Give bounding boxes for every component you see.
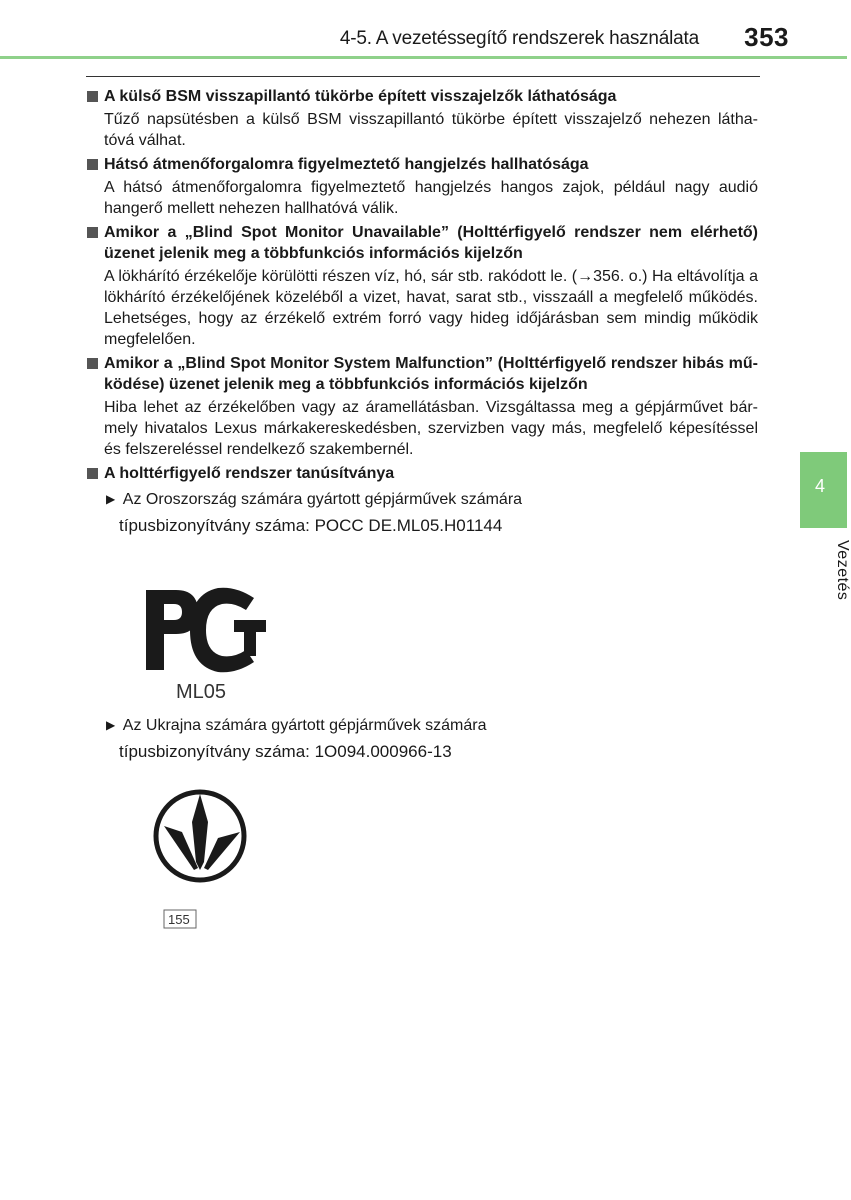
section-certificate	[86, 463, 758, 942]
bullet-square-icon	[87, 91, 98, 102]
bullet-square-icon	[87, 468, 98, 479]
section-body: Hiba lehet az érzékelőben vagy az áramellátásban. Vizsgáltassa meg a gépjárművet bár-mely hivatalos Lexus márkakereskedésben, szervizben vagy más, megfelelő képesítéssel és felszereléssel rendelkező szakembernél.	[104, 399, 758, 458]
ukraine-logo-caption: 155	[168, 912, 190, 927]
chapter-title: 4-5. A vezetéssegítő rendszerek használata	[339, 28, 699, 49]
triangle-right-icon: ▶	[106, 492, 116, 506]
pct-certification-logo	[136, 570, 758, 710]
section-heading: A külső BSM visszapillantó tükörbe épített visszajelzők láthatósága	[86, 86, 758, 107]
cert-russia-line1: Az Oroszország számára gyártott gépjárművek számára	[122, 491, 523, 508]
certificate-russia	[86, 489, 758, 710]
section-body: A lökhárító érzékelője körülötti részen víz, hó, sár stb. rakódott le. (→356. o.) Ha eltávolítja a lökhárító érzékelőjének közeléből a vizet, havat, sarat stb., visszaáll a megfelelő működés. Lehetséges, hogy az érzékelő extrém forró vagy hideg időjárásban sem mindig működik megfelelően.	[104, 268, 758, 348]
triangle-right-icon: ▶	[106, 718, 116, 732]
certificate-ukraine	[86, 715, 758, 942]
section-bsm-malfunction	[86, 353, 758, 460]
page-number: 353	[744, 22, 789, 52]
section-heading: Hátsó átmenőforgalomra figyelmeztető hangjelzés hallhatósága	[86, 154, 758, 175]
chapter-tab-label: Vezetés	[834, 540, 851, 601]
cert-ukraine-line1: Az Ukrajna számára gyártott gépjárművek számára	[122, 717, 487, 734]
chapter-tab-number: 4	[814, 476, 825, 496]
section-heading: Amikor a „Blind Spot Monitor System Malfunction” (Holttérfigyelő rendszer hibás mű-ködése) üzenet jelenik meg a többfunkciós információs kijelzőn	[86, 353, 758, 395]
section-rule	[86, 76, 760, 77]
section-rcta-buzzer	[86, 154, 758, 219]
pct-logo-caption: ML05	[176, 681, 227, 703]
cert-russia-line2: típusbizonyítvány száma: POCC DE.ML05.H01144	[119, 516, 503, 535]
section-heading: A holttérfigyelő rendszer tanúsítványa	[86, 463, 758, 484]
page-content	[86, 86, 758, 945]
ukraine-certification-logo	[152, 782, 758, 942]
section-body: A hátsó átmenőforgalomra figyelmeztető hangjelzés hangos zajok, például nagy audió hangerő mellett nehezen hallhatóvá válik.	[104, 179, 758, 217]
bullet-square-icon	[87, 358, 98, 369]
section-heading: Amikor a „Blind Spot Monitor Unavailable” (Holttérfigyelő rendszer nem elérhető) üzenet jelenik meg a többfunkciós információs kijelzőn	[86, 222, 758, 264]
cert-ukraine-line2: típusbizonyítvány száma: 1O094.000966-13	[119, 742, 452, 761]
section-bsm-indicator	[86, 86, 758, 151]
bullet-square-icon	[87, 227, 98, 238]
bullet-square-icon	[87, 159, 98, 170]
section-bsm-unavailable	[86, 222, 758, 350]
section-body: Tűző napsütésben a külső BSM visszapillantó tükörbe épített visszajelző nehezen látha-tóvá válhat.	[104, 111, 758, 149]
header-accent-line	[0, 56, 847, 59]
